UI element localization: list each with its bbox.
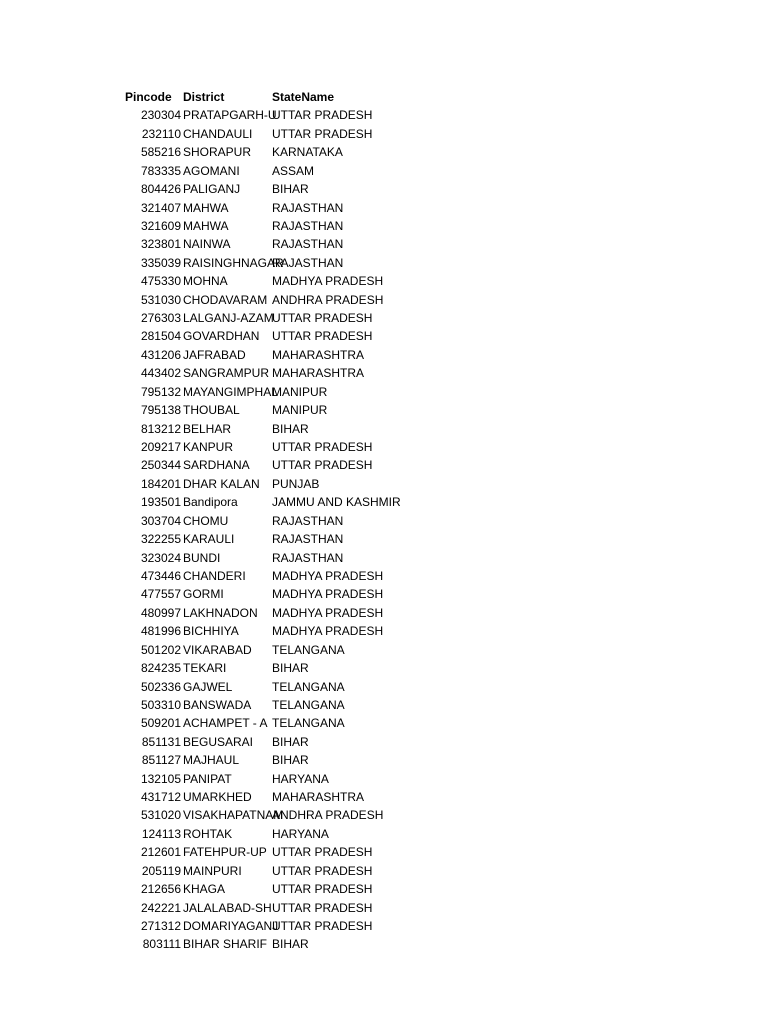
pincode-cell: 184201	[140, 476, 181, 491]
district-cell: VIKARABAD	[183, 642, 252, 657]
district-cell: KHAGA	[183, 882, 226, 897]
statename-cell: ANDHRA PRADESH	[272, 292, 384, 307]
table-row	[0, 162, 768, 180]
table-row	[0, 327, 768, 345]
table-row	[0, 899, 768, 917]
table-row	[0, 272, 768, 290]
header-row	[0, 88, 768, 106]
table-row	[0, 935, 768, 953]
statename-cell: MAHARASHTRA	[272, 790, 365, 805]
table-row	[0, 291, 768, 309]
district-cell: MAHWA	[183, 218, 229, 233]
statename-cell: MAHARASHTRA	[272, 366, 365, 381]
pincode-cell: 124113	[141, 826, 181, 841]
statename-cell: BIHAR	[272, 937, 309, 952]
table-row	[0, 770, 768, 788]
header-district: District	[183, 90, 225, 104]
district-cell: BUNDI	[183, 550, 221, 565]
district-cell: BELHAR	[183, 421, 232, 436]
district-cell: BIHAR SHARIF	[183, 937, 268, 952]
statename-cell: ASSAM	[272, 163, 315, 178]
table-row	[0, 733, 768, 751]
district-cell: CHOMU	[183, 513, 229, 528]
statename-cell: MADHYA PRADESH	[272, 605, 384, 620]
table-row	[0, 530, 768, 548]
table-row	[0, 217, 768, 235]
table-row	[0, 917, 768, 935]
table-row	[0, 125, 768, 143]
pincode-cell: 281504	[140, 329, 181, 344]
table-row	[0, 364, 768, 382]
pincode-cell: 795138	[140, 403, 181, 418]
table-row	[0, 549, 768, 567]
district-cell: BICHHIYA	[183, 624, 239, 639]
table-row	[0, 456, 768, 474]
district-cell: AGOMANI	[183, 163, 240, 178]
district-cell: CHANDERI	[183, 568, 246, 583]
district-cell: PRATAPGARH-U	[183, 108, 277, 123]
pincode-cell: 232110	[141, 126, 181, 141]
pincode-cell: 321407	[140, 200, 181, 215]
table-row	[0, 825, 768, 843]
pincode-cell: 531030	[140, 292, 181, 307]
district-cell: Bandipora	[183, 495, 238, 510]
statename-cell: UTTAR PRADESH	[272, 108, 373, 123]
pincode-cell: 813212	[140, 421, 181, 436]
statename-cell: MADHYA PRADESH	[272, 624, 384, 639]
pincode-cell: 431206	[140, 347, 181, 362]
table-body	[0, 106, 768, 953]
pincode-cell: 321609	[140, 218, 181, 233]
pincode-cell: 443402	[140, 366, 181, 381]
pincode-cell: 473446	[140, 568, 181, 583]
district-cell: TEKARI	[183, 661, 227, 676]
table-row	[0, 714, 768, 732]
statename-cell: BIHAR	[272, 421, 309, 436]
district-cell: KANPUR	[183, 440, 234, 455]
table-row	[0, 106, 768, 124]
statename-cell: UTTAR PRADESH	[272, 329, 373, 344]
statename-cell: RAJASTHAN	[272, 200, 344, 215]
district-cell: JAFRABAD	[183, 347, 246, 362]
pincode-cell: 477557	[140, 587, 181, 602]
district-cell: MAJHAUL	[183, 753, 240, 768]
district-cell: BANSWADA	[183, 697, 252, 712]
district-cell: JALALABAD-SH	[183, 900, 272, 915]
pincode-cell: 322255	[140, 532, 181, 547]
pincode-cell: 501202	[140, 642, 181, 657]
table-row	[0, 880, 768, 898]
district-cell: GORMI	[183, 587, 224, 602]
statename-cell: BIHAR	[272, 661, 309, 676]
table-row	[0, 696, 768, 714]
district-cell: THOUBAL	[183, 403, 240, 418]
statename-cell: RAJASTHAN	[272, 218, 344, 233]
district-cell: SANGRAMPUR	[183, 366, 270, 381]
pincode-cell: 193501	[140, 495, 181, 510]
district-cell: FATEHPUR-UP	[183, 845, 267, 860]
pincode-cell: 132105	[140, 771, 181, 786]
table-row	[0, 512, 768, 530]
district-cell: VISAKHAPATNAM	[183, 808, 284, 823]
table-row	[0, 199, 768, 217]
statename-cell: MADHYA PRADESH	[272, 587, 384, 602]
table-row	[0, 438, 768, 456]
pincode-cell: 212601	[140, 845, 181, 860]
statename-cell: HARYANA	[272, 826, 329, 841]
statename-cell: KARNATAKA	[272, 145, 343, 160]
table-row	[0, 806, 768, 824]
district-cell: BEGUSARAI	[183, 734, 254, 749]
pincode-cell: 804426	[140, 182, 181, 197]
table-row	[0, 235, 768, 253]
table-row	[0, 659, 768, 677]
table-row	[0, 346, 768, 364]
table-row	[0, 420, 768, 438]
district-cell: LALGANJ-AZAM	[183, 311, 274, 326]
pincode-cell: 209217	[140, 440, 181, 455]
statename-cell: RAJASTHAN	[272, 237, 344, 252]
table-row	[0, 751, 768, 769]
pincode-cell: 824235	[140, 661, 181, 676]
statename-cell: UTTAR PRADESH	[272, 126, 373, 141]
table-row	[0, 622, 768, 640]
pincode-cell: 795132	[140, 384, 181, 399]
table-row	[0, 493, 768, 511]
table-row	[0, 862, 768, 880]
statename-cell: BIHAR	[272, 734, 309, 749]
district-cell: MOHNA	[183, 274, 228, 289]
statename-cell: BIHAR	[272, 753, 309, 768]
statename-cell: TELANGANA	[272, 642, 345, 657]
pincode-cell: 431712	[140, 790, 181, 805]
pincode-cell: 480997	[140, 605, 181, 620]
table-row	[0, 843, 768, 861]
district-cell: NAINWA	[183, 237, 231, 252]
header-statename: StateName	[272, 90, 335, 104]
statename-cell: UTTAR PRADESH	[272, 845, 373, 860]
district-cell: GOVARDHAN	[183, 329, 260, 344]
table-row	[0, 567, 768, 585]
statename-cell: PUNJAB	[272, 476, 320, 491]
table-row	[0, 401, 768, 419]
statename-cell: RAJASTHAN	[272, 532, 344, 547]
district-cell: CHANDAULI	[183, 126, 253, 141]
pincode-cell: 205119	[141, 863, 181, 878]
district-cell: MAYANGIMPHAL	[183, 384, 278, 399]
pincode-cell: 783335	[140, 163, 181, 178]
district-cell: KARAULI	[183, 532, 235, 547]
district-cell: DHAR KALAN	[183, 476, 260, 491]
table-row	[0, 788, 768, 806]
table-row	[0, 383, 768, 401]
statename-cell: MANIPUR	[272, 403, 328, 418]
pincode-cell: 242221	[140, 900, 181, 915]
district-cell: DOMARIYAGANJ	[183, 918, 279, 933]
table-row	[0, 180, 768, 198]
pincode-cell: 585216	[140, 145, 181, 160]
table-row	[0, 309, 768, 327]
statename-cell: RAJASTHAN	[272, 550, 344, 565]
statename-cell: MADHYA PRADESH	[272, 274, 384, 289]
table-row	[0, 585, 768, 603]
pincode-cell: 303704	[140, 513, 181, 528]
statename-cell: RAJASTHAN	[272, 255, 344, 270]
pincode-cell: 509201	[140, 716, 181, 731]
statename-cell: UTTAR PRADESH	[272, 458, 373, 473]
statename-cell: HARYANA	[272, 771, 329, 786]
table-row	[0, 604, 768, 622]
district-cell: GAJWEL	[183, 679, 233, 694]
district-cell: RAISINGHNAGAR	[183, 255, 284, 270]
pincode-cell: 250344	[140, 458, 181, 473]
statename-cell: UTTAR PRADESH	[272, 311, 373, 326]
pincode-cell: 323801	[140, 237, 181, 252]
pincode-cell: 851127	[141, 753, 181, 768]
district-cell: UMARKHED	[183, 790, 252, 805]
statename-cell: BIHAR	[272, 182, 309, 197]
district-cell: PALIGANJ	[183, 182, 241, 197]
pincode-sheet	[0, 88, 768, 954]
pincode-cell: 531020	[140, 808, 181, 823]
district-cell: ACHAMPET - A	[183, 716, 268, 731]
header-pincode: Pincode	[125, 90, 172, 104]
statename-cell: UTTAR PRADESH	[272, 863, 373, 878]
pincode-cell: 335039	[140, 255, 181, 270]
table-row	[0, 475, 768, 493]
statename-cell: TELANGANA	[272, 716, 345, 731]
pincode-cell: 323024	[140, 550, 181, 565]
district-cell: MAHWA	[183, 200, 229, 215]
statename-cell: UTTAR PRADESH	[272, 918, 373, 933]
pincode-cell: 481996	[140, 624, 181, 639]
table-row	[0, 641, 768, 659]
district-cell: MAINPURI	[183, 863, 242, 878]
statename-cell: UTTAR PRADESH	[272, 882, 373, 897]
table-row	[0, 143, 768, 161]
district-cell: ROHTAK	[183, 826, 233, 841]
statename-cell: JAMMU AND KASHMIR	[272, 495, 401, 510]
statename-cell: TELANGANA	[272, 679, 345, 694]
statename-cell: ANDHRA PRADESH	[272, 808, 384, 823]
pincode-cell: 502336	[140, 679, 181, 694]
district-cell: CHODAVARAM	[183, 292, 268, 307]
pincode-cell: 230304	[140, 108, 181, 123]
table-row	[0, 254, 768, 272]
pincode-cell: 851131	[141, 734, 181, 749]
district-cell: SHORAPUR	[183, 145, 252, 160]
district-cell: LAKHNADON	[183, 605, 258, 620]
table-row	[0, 678, 768, 696]
district-cell: SARDHANA	[183, 458, 250, 473]
pincode-cell: 803111	[142, 937, 181, 952]
pincode-cell: 503310	[140, 697, 181, 712]
district-cell: PANIPAT	[183, 771, 232, 786]
pincode-cell: 475330	[140, 274, 181, 289]
statename-cell: UTTAR PRADESH	[272, 900, 373, 915]
pincode-cell: 212656	[140, 882, 181, 897]
statename-cell: MADHYA PRADESH	[272, 568, 384, 583]
statename-cell: MAHARASHTRA	[272, 347, 365, 362]
statename-cell: RAJASTHAN	[272, 513, 344, 528]
pincode-cell: 276303	[140, 311, 181, 326]
statename-cell: UTTAR PRADESH	[272, 440, 373, 455]
statename-cell: TELANGANA	[272, 697, 345, 712]
pincode-cell: 271312	[140, 918, 181, 933]
statename-cell: MANIPUR	[272, 384, 328, 399]
